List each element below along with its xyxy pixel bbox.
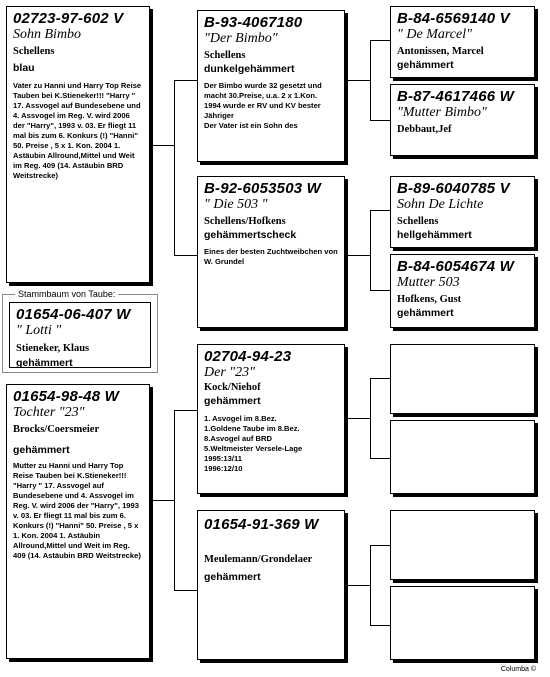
breeder-name: Debbaut,Jef [397,124,452,135]
pigeon-name: Sohn Bimbo [13,27,82,42]
pigeon-card-ggf-2 [390,176,535,248]
pigeon-name: Tochter "23" [13,405,85,420]
feather-color: blau [13,62,35,74]
connector-line [370,40,390,41]
connector-line [348,80,370,81]
feather-color: gehämmert [204,571,261,583]
breeder-name: Brocks/Coersmeier [13,424,100,435]
pigeon-card-empty-4 [390,586,535,660]
connector-line [153,500,174,501]
pigeon-description: Der Bimbo wurde 32 gesetzt und macht 30.Preise, u.a. 2 x 1.Kon. 1994 wurde er RV und KV bester Jähriger Der Vater ist ein Sohn des [204,81,322,130]
connector-line [370,625,390,626]
pigeon-name: " Lotti " [16,323,62,338]
connector-line [174,590,197,591]
breeder-name: Schellens [204,50,246,61]
pigeon-card-paternal-grandmother [197,176,345,328]
breeder-name: Meulemann/Grondelaer [204,554,313,565]
credit-label: Columba © [500,666,536,673]
connector-line [348,585,370,586]
connector-line [348,255,370,256]
pigeon-card-empty-1 [390,344,535,414]
ring-number: B-93-4067180 [204,14,303,31]
pigeon-card-maternal-grandmother [197,510,345,660]
pigeon-name: "Mutter Bimbo" [397,105,487,120]
pigeon-description: Mutter zu Hanni und Harry Top Reise Tauben bei K.Stieneker!!! "Harry " 17. Assvogel auf Bundesebene und 4. Assvogel im Reg. V. wird 2006 der "Harry", 1993 v. 03. Er fliegt 11 mal bis zum 6. Konkurs (!) "Hanni" 50. Preise , 5 x 1. Kon. 2004 1. Astäubin Allround,Mittel und Weit im Reg. 409 (14. Astäubin BRD Weitstrecke) [13,461,141,560]
pigeon-name: Sohn De Lichte [397,197,484,212]
connector-line [370,120,390,121]
connector-line [348,418,370,419]
pigeon-card-mother [6,384,150,659]
pigeon-description: Eines der besten Zuchtweibchen von W. Grundel [204,247,338,266]
pigeon-card-ggm-1 [390,84,535,156]
pigeon-card-empty-2 [390,420,535,494]
pigeon-name [204,533,338,549]
breeder-name: Antonissen, Marcel [397,46,484,57]
pigeon-card-paternal-grandfather [197,10,345,162]
ring-number: 01654-06-407 W [16,306,131,323]
connector-line [370,210,371,290]
connector-line [174,410,175,590]
pigeon-name: " De Marcel" [397,27,472,42]
pigeon-description: 1. Asvogel im 8.Bez. 1.Goldene Taube im 8.Bez. 8.Asvogel auf BRD 5.Weltmeister Versele-Lage 1995:13/11 1996:12/10 [204,414,303,473]
feather-color: hellgehämmert [397,229,472,241]
feather-color: gehämmert [204,395,261,407]
breeder-name: Schellens/Hofkens [204,216,286,227]
breeder-name: Schellens [13,46,55,57]
connector-line [370,378,390,379]
pedigree-title: Stammbaum von Taube: [15,289,118,300]
breeder-name: Hofkens, Gust [397,294,462,305]
ring-number: B-87-4617466 W [397,88,515,105]
connector-line [370,458,390,459]
feather-color: gehämmert [397,59,454,71]
pigeon-card-ggf-1 [390,6,535,78]
pigeon-name: Mutter 503 [397,275,460,290]
connector-line [174,80,197,81]
ring-number: B-92-6053503 W [204,180,322,197]
connector-line [174,80,175,255]
pigeon-card-maternal-grandfather [197,344,345,494]
pigeon-name: "Der Bimbo" [204,31,278,46]
connector-line [370,40,371,120]
feather-color: gehämmert [16,357,73,369]
ring-number: 01654-91-369 W [204,516,319,533]
connector-line [370,210,390,211]
breeder-name: Schellens [397,216,439,227]
breeder-name: Kock/Niehof [204,382,261,393]
ring-number: B-89-6040785 V [397,180,510,197]
pigeon-card-father [6,6,150,283]
connector-line [174,410,197,411]
connector-line [370,378,371,458]
pigeon-card-empty-3 [390,510,535,580]
feather-color: gehämmertscheck [204,229,297,241]
connector-line [153,145,174,146]
pigeon-card-ggm-2 [390,254,535,328]
ring-number: 02704-94-23 [204,348,292,365]
pigeon-name: " Die 503 " [204,197,268,212]
feather-color: gehämmert [397,307,454,319]
pigeon-description: Vater zu Hanni und Harry Top Reise Tauben bei K.Stieneker!!! "Harry " 17. Assvogel auf Bundesebene und 4. Assvogel im Reg. V. wird 2006 der "Harry", 1993 v. 03. Er fliegt 11 mal bis zum 6. Konkurs (!) "Hanni" 50. Preise , 5 x 1. Kon. 2004 1. Astäubin Allround,Mittel und Weit im Reg. 409 (14. Astäubin BRD Weitstrecke) [13,81,142,180]
ring-number: 01654-98-48 W [13,388,119,405]
ring-number: 02723-97-602 V [13,10,124,27]
feather-color: dunkelgehämmert [204,63,295,75]
pigeon-name: Der "23" [204,365,256,380]
ring-number: B-84-6569140 V [397,10,510,27]
connector-line [174,255,197,256]
connector-line [370,545,390,546]
connector-line [370,290,390,291]
breeder-name: Stieneker, Klaus [16,343,90,354]
pigeon-card-subject [9,302,151,368]
feather-color: gehämmert [13,444,70,456]
connector-line [370,545,371,625]
ring-number: B-84-6054674 W [397,258,515,275]
